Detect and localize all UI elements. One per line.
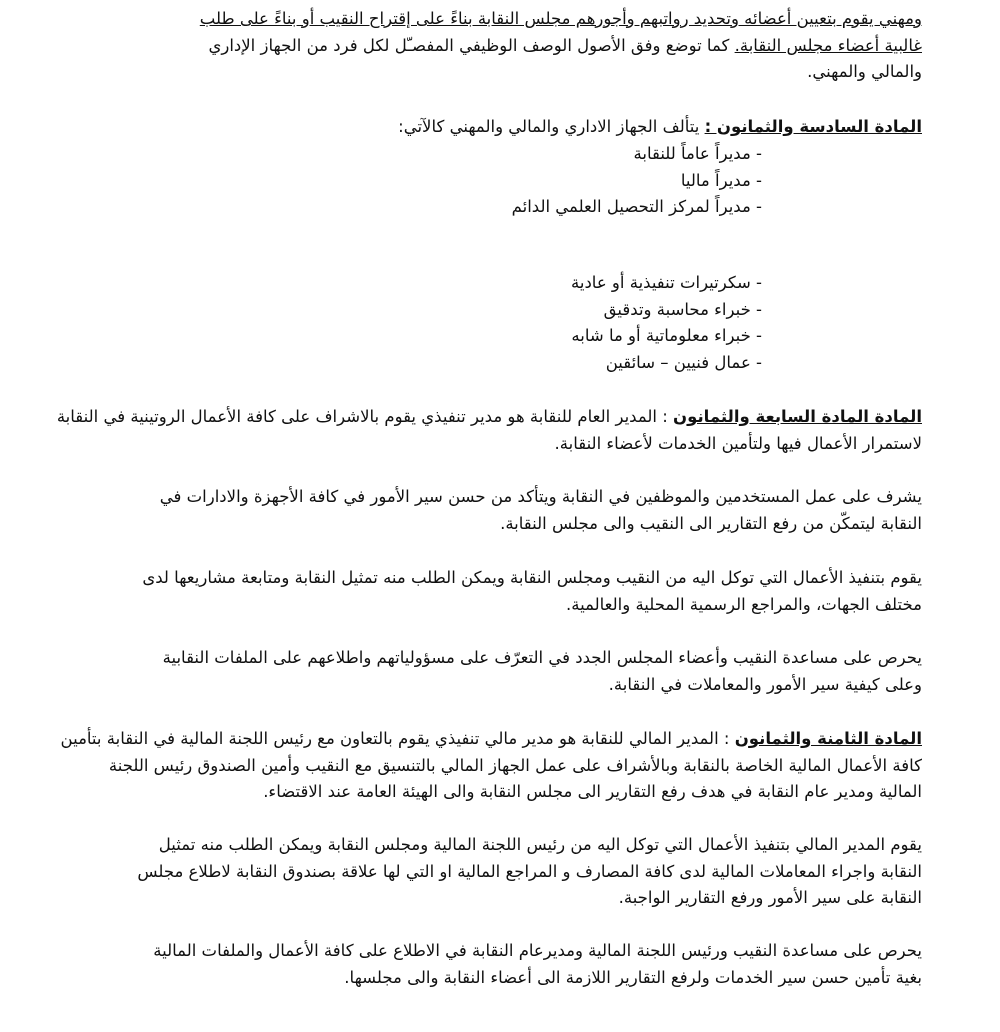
article-87-paragraph-1 — [24, 404, 922, 457]
article-87-heading: المادة المادة السابعة والثمانون — [673, 407, 922, 426]
article-88-p1-line2: كافة الأعمال المالية الخاصة بالنقابة وبالأشراف على عمل الجهاز المالي بالتنسيق مع النقيب وأمين الصندوق رئيس اللجنة — [108, 755, 922, 775]
staff-list-support — [571, 270, 762, 376]
article-87-p1-line2: لاستمرار الأعمال فيها ولتأمين الخدمات لأعضاء النقابة. — [554, 433, 922, 453]
article-88-p1-line3: المالية ومدير عام النقابة في هدف رفع التقارير الى مجلس النقابة والى الهيئة العامة عند الاقتضاء. — [263, 782, 922, 801]
staff-list-managers — [512, 141, 762, 221]
intro-underlined-text: غالبية أعضاء مجلس النقابة. — [734, 35, 922, 55]
list-item: - خبراء محاسبة وتدقيق — [571, 297, 762, 324]
list-item: - سكرتيرات تنفيذية أو عادية — [571, 270, 762, 297]
article-86-heading: المادة السادسة والثمانون : — [704, 117, 922, 136]
article-87-p2-line1: يشرف على عمل المستخدمين والموظفين في النقابة ويتأكد من حسن سير الأمور في كافة الأجهزة والادارات في — [159, 487, 922, 506]
article-86-intro: يتألف الجهاز الاداري والمالي والمهني كالآتي: — [398, 117, 700, 136]
article-88-p1-line1: : المدير المالي للنقابة هو مدير مالي تنفيذي يقوم بالتعاون مع رئيس اللجنة المالية في النقابة بتأمين — [60, 729, 730, 748]
list-item: - مديراً لمركز التحصيل العلمي الدائم — [512, 194, 762, 221]
article-88-p2-line1: يقوم المدير المالي بتنفيذ الأعمال التي توكل اليه من رئيس اللجنة المالية ومجلس النقابة ويمكن الطلب منه تمثيل — [158, 835, 922, 854]
article-88-p3-line2: بغية تأمين حسن سير الخدمات ولرفع التقارير اللازمة الى أعضاء النقابة والى مجلسها. — [344, 967, 922, 987]
article-87-p3-line1: يقوم بتنفيذ الأعمال التي توكل اليه من النقيب ومجلس النقابة ويمكن الطلب منه تمثيل النقابة ومتابعة مشاريعها لدى — [142, 568, 922, 587]
document-page — [24, 0, 922, 1032]
article-88-paragraph-1 — [24, 726, 922, 806]
article-87-paragraph-3 — [24, 565, 922, 618]
article-87-p4-line1: يحرص على مساعدة النقيب وأعضاء المجلس الجدد في التعرّف على مسؤولياتهم واطلاعهم على الملفات النقابية — [162, 648, 922, 667]
article-87-paragraph-2 — [24, 484, 922, 537]
article-86-header — [24, 114, 922, 141]
intro-line-3: والمالي والمهني. — [807, 62, 922, 81]
intro-paragraph — [24, 6, 922, 86]
article-88-p3-line1: يحرص على مساعدة النقيب ورئيس اللجنة المالية ومديرعام النقابة في الاطلاع على كافة الأعمال والملفات المالية — [153, 941, 922, 960]
article-88-heading: المادة الثامنة والثمانون — [734, 729, 922, 748]
list-item: - خبراء معلوماتية أو ما شابه — [571, 323, 762, 350]
article-87-p1-line1: : المدير العام للنقابة هو مدير تنفيذي يقوم بالاشراف على كافة الأعمال الروتينية في النقابة — [56, 407, 668, 426]
intro-line-2-text: كما توضع وفق الأصول الوصف الوظيفي المفصـّل لكل فرد من الجهاز الإداري — [208, 35, 730, 55]
list-item: - مديراً ماليا — [512, 168, 762, 195]
article-88-paragraph-2 — [24, 832, 922, 912]
article-87-p4-line2: وعلى كيفية سير الأمور والمعاملات في النقابة. — [608, 674, 922, 694]
article-88-paragraph-3 — [24, 938, 922, 991]
article-87-paragraph-4 — [24, 645, 922, 698]
article-87-p2-line2: النقابة ليتمكّن من رفع التقارير الى النقيب والى مجلس النقابة. — [500, 513, 922, 533]
list-item: - مديراً عاماً للنقابة — [512, 141, 762, 168]
article-87-p3-line2: مختلف الجهات، والمراجع الرسمية المحلية والعالمية. — [566, 594, 922, 614]
intro-line-1: ومهني يقوم بتعيين أعضائه وتحديد رواتبهم وأجورهم مجلس النقابة بناءً على إقتراح النقيب أو بناءً على طلب — [199, 9, 922, 28]
article-88-p2-line3: النقابة على سير الأمور ورفع التقارير الواجبة. — [618, 888, 922, 907]
list-item: - عمال فنيين – سائقين — [571, 350, 762, 377]
article-88-p2-line2: النقابة واجراء المعاملات المالية لدى كافة المصارف و المراجع المالية او التي لها علاقة بصندوق النقابة لاطلاع مجلس — [137, 861, 922, 881]
